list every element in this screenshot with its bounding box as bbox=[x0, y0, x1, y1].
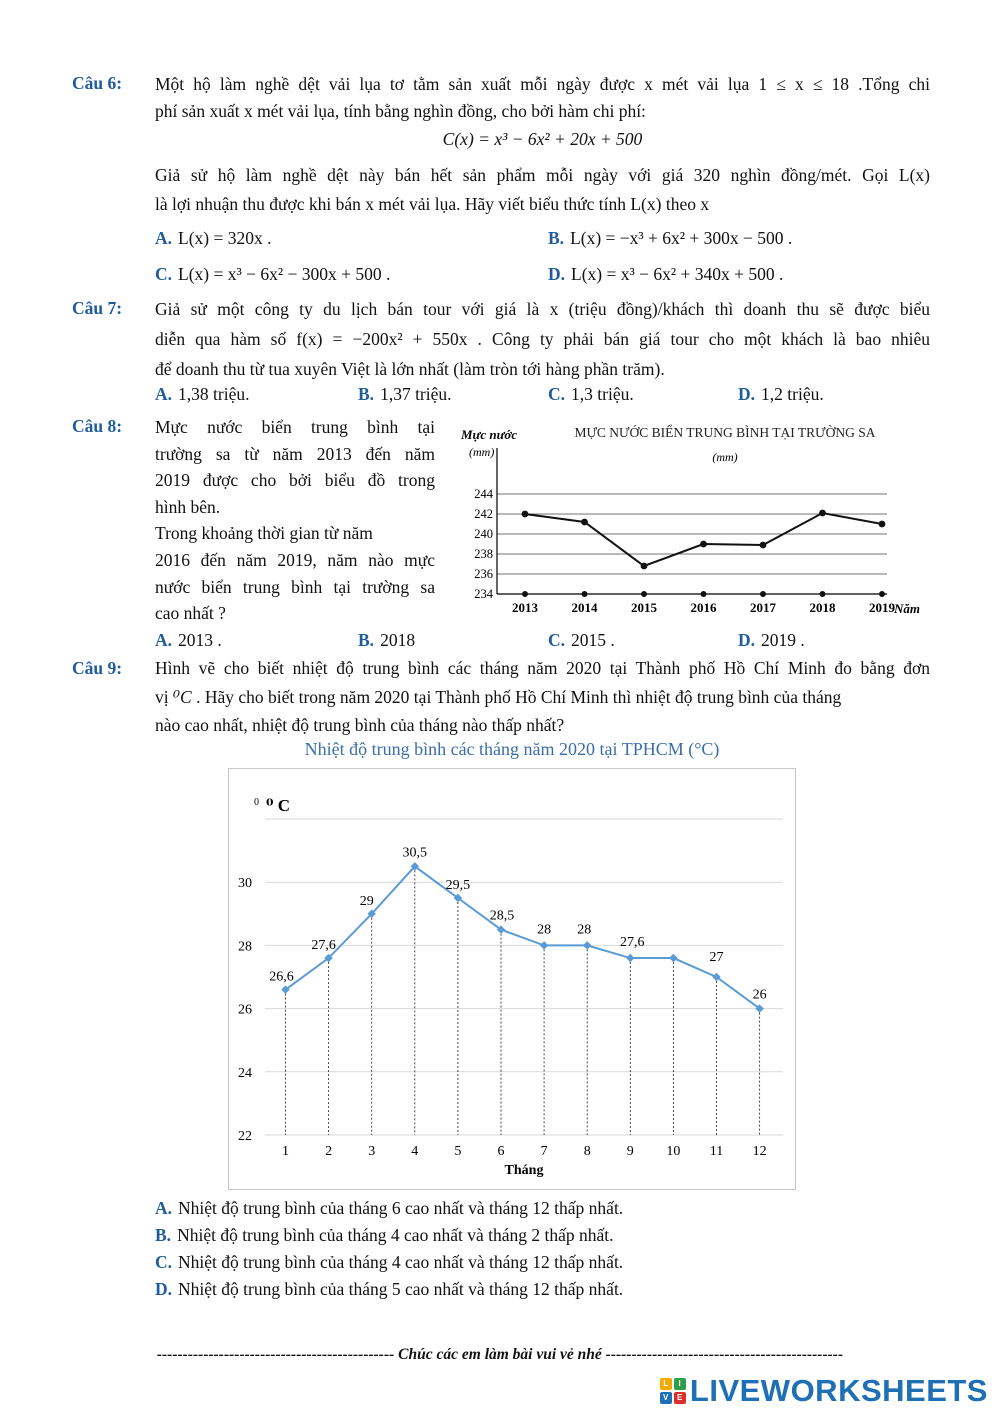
question-9-line-2-pre: vị bbox=[155, 687, 169, 707]
option-text: 2019 . bbox=[761, 630, 805, 650]
sea-chart-axis-dot bbox=[701, 591, 707, 597]
question-9-unit: ⁰C bbox=[173, 687, 192, 707]
sea-chart-point bbox=[760, 542, 767, 549]
question-6-line-3: Giả sử hộ làm nghề dệt này bán hết sản phẩm mỗi ngày với giá 320 nghìn đồng/mét. Gọi L(x) bbox=[155, 165, 930, 185]
option-text: 1,37 triệu. bbox=[380, 384, 452, 404]
question-8-line: 2016 đến năm 2019, năm nào mực bbox=[155, 549, 435, 570]
question-9-option-d[interactable] bbox=[155, 1279, 623, 1300]
temp-chart-x-tick: 9 bbox=[626, 1144, 634, 1159]
sea-chart-y-tick: 236 bbox=[474, 567, 493, 581]
option-letter: D. bbox=[738, 384, 756, 404]
question-6-option-d[interactable] bbox=[548, 264, 783, 285]
question-8-line: Trong khoảng thời gian từ năm bbox=[155, 523, 373, 544]
question-9-line-2 bbox=[155, 684, 930, 710]
temp-chart-x-tick: 4 bbox=[411, 1144, 419, 1159]
question-8-option-a[interactable] bbox=[155, 630, 222, 651]
temp-chart-x-tick: 1 bbox=[282, 1144, 289, 1159]
temp-chart-data-label: 27,6 bbox=[620, 935, 645, 951]
temp-chart-data-label: 28,5 bbox=[489, 908, 515, 924]
option-text: 2013 . bbox=[178, 630, 222, 650]
question-7-line-1: Giả sử một công ty du lịch bán tour với giá là x (triệu đồng)/khách thì doanh thu sẽ được biểu bbox=[155, 299, 930, 319]
option-letter: B. bbox=[155, 1225, 172, 1245]
option-text: Nhiệt độ trung bình của tháng 5 cao nhất và tháng 12 thấp nhất. bbox=[178, 1279, 624, 1299]
sea-chart-point bbox=[879, 521, 886, 528]
temp-chart-data-label: 28 bbox=[577, 922, 592, 938]
temp-chart-unit-degree: 0 bbox=[254, 797, 259, 808]
option-text: L(x) = x³ − 6x² − 300x + 500 . bbox=[178, 264, 391, 284]
option-text: Nhiệt độ trung bình của tháng 6 cao nhất và tháng 12 thấp nhất. bbox=[178, 1198, 624, 1218]
sea-chart-x-tick: 2018 bbox=[809, 600, 836, 615]
option-text: L(x) = 320x . bbox=[178, 228, 272, 248]
temp-chart-x-tick: 12 bbox=[752, 1144, 767, 1159]
temp-chart-y-tick: 26 bbox=[238, 1002, 252, 1018]
sea-chart-y-tick: 234 bbox=[474, 587, 493, 601]
temp-chart-x-tick: 3 bbox=[368, 1144, 376, 1159]
sea-chart-line bbox=[525, 513, 882, 566]
sea-chart-y-tick: 240 bbox=[474, 527, 493, 541]
question-6-option-c[interactable] bbox=[155, 264, 390, 285]
temp-chart-xlabel: Tháng bbox=[504, 1163, 544, 1178]
question-6-line-2: phí sản xuất x mét vải lụa, tính bằng nghìn đồng, cho bởi hàm chi phí: bbox=[155, 101, 646, 121]
sea-chart-point bbox=[700, 541, 707, 548]
option-text: 1,38 triệu. bbox=[178, 384, 250, 404]
temp-chart-x-tick: 11 bbox=[709, 1144, 724, 1159]
temp-chart-data-label: 29 bbox=[359, 893, 374, 909]
sea-chart-x-tick: 2016 bbox=[690, 600, 717, 615]
question-7-option-c[interactable] bbox=[548, 384, 634, 405]
sea-chart-y-tick: 238 bbox=[474, 547, 493, 561]
question-8-line: 2019 được cho bởi biểu đồ trong bbox=[155, 470, 435, 491]
sea-chart-axis-dot bbox=[820, 591, 826, 597]
option-letter: D. bbox=[155, 1279, 173, 1299]
question-9-option-b[interactable] bbox=[155, 1225, 613, 1246]
temp-chart-x-tick: 2 bbox=[325, 1144, 333, 1159]
sea-chart-axis-dot bbox=[760, 591, 766, 597]
question-6-option-a[interactable] bbox=[155, 228, 271, 249]
question-7-line-3: để doanh thu từ tua xuyên Việt là lớn nhất (làm tròn tới hàng phần trăm). bbox=[155, 359, 665, 379]
liveworksheets-logo[interactable] bbox=[660, 1374, 988, 1408]
option-letter: A. bbox=[155, 630, 173, 650]
sea-chart-x-tick: 2019 bbox=[869, 600, 895, 615]
sea-chart-x-tick: 2014 bbox=[571, 600, 598, 615]
sea-chart-y-tick: 244 bbox=[474, 487, 493, 501]
question-6-option-b[interactable] bbox=[548, 228, 792, 249]
sea-chart-xlabel: Năm bbox=[894, 601, 920, 616]
sea-level-chart bbox=[455, 418, 930, 624]
option-letter: C. bbox=[155, 264, 173, 284]
option-letter: B. bbox=[358, 630, 375, 650]
question-9-option-c[interactable] bbox=[155, 1252, 623, 1273]
question-9-line-1: Hình vẽ cho biết nhiệt độ trung bình các tháng năm 2020 tại Thành phố Hồ Chí Minh đo bằng đơn bbox=[155, 658, 930, 678]
option-letter: A. bbox=[155, 1198, 173, 1218]
sea-chart-y-tick: 242 bbox=[474, 507, 493, 521]
option-text: L(x) = −x³ + 6x² + 300x − 500 . bbox=[570, 228, 793, 248]
temp-chart-x-tick: 8 bbox=[583, 1144, 591, 1159]
question-8-line: trường sa từ năm 2013 đến năm bbox=[155, 443, 435, 464]
temp-chart-y-tick: 22 bbox=[238, 1129, 252, 1144]
option-text: 2018 bbox=[380, 630, 416, 650]
sea-chart-point bbox=[819, 510, 826, 517]
temp-chart-data-label: 27 bbox=[709, 950, 724, 965]
option-text: L(x) = x³ − 6x² + 340x + 500 . bbox=[571, 264, 784, 284]
option-letter: A. bbox=[155, 384, 173, 404]
question-8-line: cao nhất ? bbox=[155, 603, 226, 624]
temp-chart-ylabel: ⁰ C bbox=[266, 796, 290, 815]
question-6-formula: C(x) = x³ − 6x² + 20x + 500 bbox=[442, 129, 643, 149]
option-letter: D. bbox=[548, 264, 566, 284]
question-8-label: Câu 8: bbox=[72, 416, 123, 436]
temp-chart-data-label: 27,6 bbox=[311, 938, 336, 954]
sea-chart-point bbox=[522, 511, 529, 518]
sea-chart-point bbox=[641, 563, 648, 570]
footer-message: ---------------------------------------------- Chúc các em làm bài vui vẻ nhé ---------------------------------------------- bbox=[156, 1346, 844, 1363]
option-text: Nhiệt độ trung bình của tháng 4 cao nhất và tháng 12 thấp nhất. bbox=[178, 1252, 624, 1272]
temp-chart-x-tick: 10 bbox=[666, 1144, 681, 1159]
sea-chart-axis-dot bbox=[522, 591, 528, 597]
question-6-line-4: là lợi nhuận thu được khi bán x mét vải lụa. Hãy viết biểu thức tính L(x) theo x bbox=[155, 194, 710, 214]
temp-chart-data-label: 28 bbox=[537, 922, 552, 938]
question-7-option-a[interactable] bbox=[155, 384, 249, 405]
question-9-option-a[interactable] bbox=[155, 1198, 623, 1219]
sea-chart-ylabel: Mực nước bbox=[461, 427, 518, 442]
question-8-option-b[interactable] bbox=[358, 630, 415, 651]
question-6-label: Câu 6: bbox=[72, 73, 123, 93]
liveworksheets-logo-icon: L I V E bbox=[660, 1378, 686, 1404]
question-8-line: Mực nước biển trung bình tại bbox=[155, 417, 435, 437]
liveworksheets-logo-text: LIVEWORKSHEETS bbox=[689, 1373, 988, 1408]
temp-chart-data-label: 30,5 bbox=[402, 845, 428, 861]
sea-chart-title: MỰC NƯỚC BIỂN TRUNG BÌNH TẠI TRƯỜNG SA bbox=[574, 425, 876, 440]
option-text: Nhiệt độ trung bình của tháng 4 cao nhất và tháng 2 thấp nhất. bbox=[177, 1225, 614, 1245]
option-letter: B. bbox=[358, 384, 375, 404]
question-7-line-2: diễn qua hàm số f(x) = −200x² + 550x . Công ty phải bán giá tour cho một khách là bao nhiêu bbox=[155, 329, 930, 349]
question-7-option-d[interactable] bbox=[738, 384, 824, 405]
temp-chart-frame bbox=[229, 769, 796, 1190]
question-9-line-3: nào cao nhất, nhiệt độ trung bình của tháng nào thấp nhất? bbox=[155, 715, 565, 735]
temp-chart-data-label: 29,5 bbox=[445, 878, 471, 893]
sea-chart-x-tick: 2015 bbox=[631, 600, 657, 615]
sea-chart-x-tick: 2013 bbox=[512, 600, 538, 615]
sea-chart-yunit: (mm) bbox=[469, 445, 495, 459]
question-7-option-b[interactable] bbox=[358, 384, 452, 405]
question-8-option-d[interactable] bbox=[738, 630, 805, 651]
question-7-label: Câu 7: bbox=[72, 298, 123, 318]
option-letter: D. bbox=[738, 630, 756, 650]
temp-chart-x-tick: 6 bbox=[497, 1144, 505, 1159]
sea-chart-x-tick: 2017 bbox=[750, 600, 776, 615]
temp-chart-data-label: 26 bbox=[752, 987, 767, 1003]
temp-chart-y-tick: 30 bbox=[238, 876, 252, 892]
question-8-line: nước biển trung bình tại trường sa bbox=[155, 576, 435, 597]
question-9-label: Câu 9: bbox=[72, 658, 123, 678]
option-letter: B. bbox=[548, 228, 565, 248]
option-text: 1,3 triệu. bbox=[571, 384, 634, 404]
option-text: 2015 . bbox=[571, 630, 615, 650]
question-6-line-1: Một hộ làm nghề dệt vải lụa tơ tằm sản xuất mỗi ngày được x mét vải lụa 1 ≤ x ≤ 18 .Tổng chi bbox=[155, 74, 930, 94]
option-letter: C. bbox=[548, 384, 566, 404]
question-8-line: hình bên. bbox=[155, 496, 221, 517]
option-text: 1,2 triệu. bbox=[761, 384, 824, 404]
temperature-chart bbox=[228, 768, 796, 1190]
question-8-text bbox=[155, 414, 435, 627]
sea-chart-axis-dot bbox=[641, 591, 647, 597]
temp-chart-data-label: 26,6 bbox=[269, 969, 294, 985]
question-9-line-2-post: . Hãy cho biết trong năm 2020 tại Thành phố Hồ Chí Minh thì nhiệt độ trung bình của tháng bbox=[196, 687, 842, 707]
temp-chart-x-tick: 7 bbox=[540, 1144, 548, 1159]
sea-chart-axis-dot bbox=[582, 591, 588, 597]
option-letter: C. bbox=[548, 630, 566, 650]
temp-chart-y-tick: 24 bbox=[238, 1065, 252, 1081]
sea-chart-subtitle: (mm) bbox=[712, 450, 738, 464]
temp-chart-x-tick: 5 bbox=[454, 1144, 462, 1159]
sea-chart-point bbox=[581, 519, 588, 526]
sea-chart-axis-dot bbox=[879, 591, 885, 597]
temp-chart-title: Nhiệt độ trung bình các tháng năm 2020 tại TPHCM (°C) bbox=[304, 739, 720, 759]
question-8-option-c[interactable] bbox=[548, 630, 615, 651]
temp-chart-y-tick: 28 bbox=[238, 939, 252, 955]
option-letter: C. bbox=[155, 1252, 173, 1272]
option-letter: A. bbox=[155, 228, 173, 248]
